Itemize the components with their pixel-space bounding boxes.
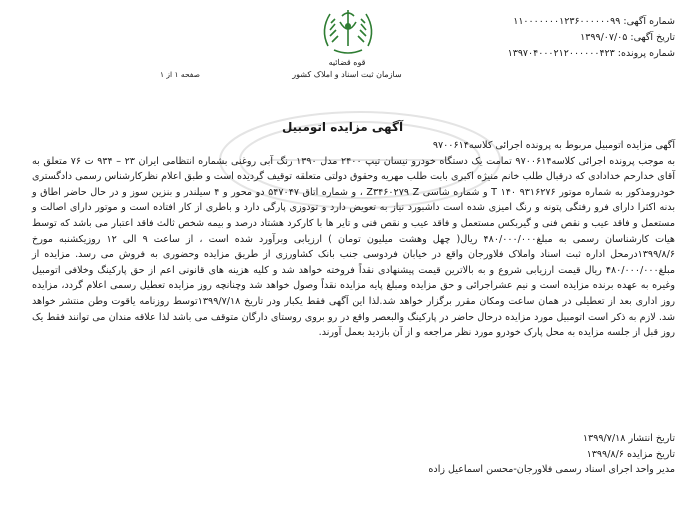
file-number: شماره پرونده: ۱۳۹۷۰۴۰۰۰۲۱۲۰۰۰۰۰۰۴۲۳ [507, 48, 675, 59]
signature: مدیر واحد اجرای اسناد رسمی فلاورجان-محسن اسماعیل زاده [428, 464, 675, 476]
publish-date: تاریخ انتشار ۱۳۹۹/۷/۱۸ [582, 433, 675, 444]
org-line-registry: سازمان ثبت اسناد و املاک کشور [292, 70, 402, 79]
notice-footer [40, 431, 675, 478]
notice-date: تاریخ آگهی: ۱۳۹۹/۰۷/۰۵ [580, 32, 675, 43]
notice-number: شماره آگهی: ۱۱۰۰۰۰۰۰۰۱۲۳۶۰۰۰۰۰۰۹۹ [513, 16, 675, 27]
body-intro: آگهی مزایده اتومبیل مربوط به پرونده اجرائی کلاسه۹۷۰۰۶۱۴ [432, 140, 675, 151]
notice-meta [508, 14, 675, 62]
page-number: صفحه ۱ از ۱ [160, 70, 200, 79]
auction-date: تاریخ مزایده ۱۳۹۹/۸/۶ [586, 448, 675, 460]
organization-name [272, 57, 422, 81]
body-main: به موجب پرونده اجرائی کلاسه۹۷۰۰۶۱۴ تمامت یک دستگاه خودرو نیسان تیپ ۲۴۰۰ مدل ۱۳۹۰ رنگ آبی روغنی بشماره انتظامی ایران ۲۳ – ۹۳۴ ت ۷۶ متعلق به آقای خدارحم خدادادی که درقبال طلب خانم منیژه اکبری بابت طلب مهریه وحقوق دولتی متعلقه توقیف گردیده است و طبق اعلام نظرکارشناس رسمی دادگستری خودرومذکور به شماره موتور ۹۳۱۶۲۷۶ T ۱۴۰ و شماره شاسی Z۳۴۶۰۲۷۹ Z ، و شماره اتاق ۵۴۷۰۴۷ دو محور و ۴ سیلندر و بنزین سوز و در حال حاضر اطاق و بدنه اکثرا دارای فرو رفتگی پتونه و رنگ امیزی شده است داشبورد نیاز به تعویض دارد و تودوزی پارگی دارد و باطری از کار افتاده است و موتور دارای اصالت و مستعمل و فاقد عیب و نقص فنی و گیربکس مستعمل و فاقد عیب و نقص فنی و تایر ها با کارکرد هشتاد درصد و بیمه شخص ثالث فاقد اعتبار می باشد که توسط هیات کارشناسان رسمی به مبلغ۴۸۰/۰۰۰/۰۰۰ ریال( چهل وهشت میلیون تومان ) ارزیابی وبرآورد شده است ، از ساعت ۹ الی ۱۲ روزیکشنبه مورخ ۱۳۹۹/۸/۶درمحل اداره ثبت اسناد واملاک فلاورجان واقع در خیابان فردوسی جنب بانک کشاورزی از طریق مزایده وحضوری به فروش می رسد. مزایده از مبلغ۴۸۰/۰۰۰/۰۰۰ ریال قیمت ارزیابی شروع و به بالاترین قیمت پیشنهادی نقداً فروخته خواهد شد و کلیه هزینه های قانونی اعم از حق پارکینگ وخلافی اتومبیل وغیره به عهده برنده مزایده است و نیم عشراجرائی و حق مزایده ومبلغ پایه مزایده نقداً وصول خواهد شد وچنانچه روز مزایده تعطیل رسمی اعلام گردد، مزایده روز اداری بعد از تعطیلی در همان ساعت ومکان مقرر برگزار خواهد شد.لذا این آگهی فقط یکبار ودر تاریخ ۱۳۹۹/۷/۱۸توسط روزنامه یاقوت وطن منتشر خواهد شد. لازم به ذکر است اتومبیل مورد مزایده درحال حاضر در پارکینگ والبعصر واقع در رو بروی روستای دارگان متوقف می باشد لذا علاقه مندان می توانند فقط یک روز قبل از جلسه مزایده به محل پارک خودرو مورد نظر مراجعه و از آن بازدید بعمل آورند. [32, 155, 676, 339]
org-line-judiciary: قوه قضائیه [328, 58, 366, 67]
notice-title: آگهی مزایده اتومبیل [281, 120, 404, 134]
notice-body [32, 138, 675, 341]
judiciary-emblem-icon [316, 6, 380, 56]
